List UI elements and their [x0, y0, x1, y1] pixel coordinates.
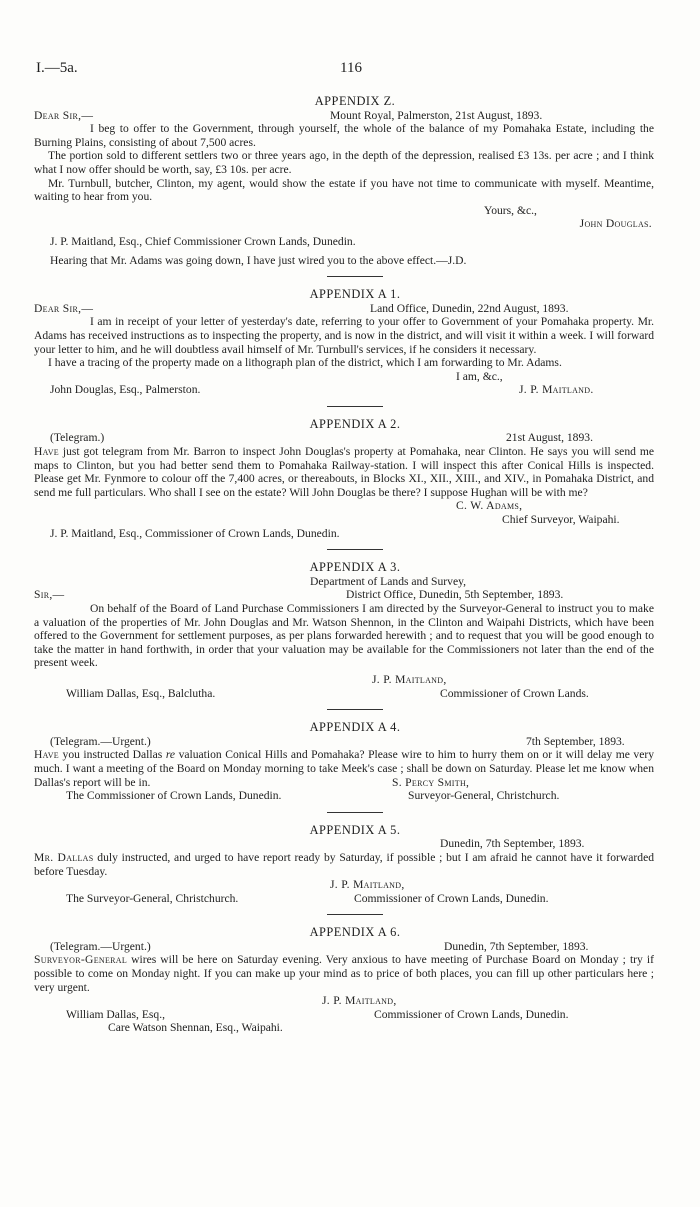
closing-row — [56, 204, 654, 218]
signature: C. W. Adams, — [456, 499, 523, 513]
postscript: Hearing that Mr. Adams was going down, I have just wired you to the above effect.—J.D. — [50, 253, 467, 267]
page-header — [36, 62, 664, 80]
dateline: District Office, Dunedin, 5th September, 1893. — [346, 588, 564, 602]
addressee: J. P. Maitland, Esq., Chief Commissioner Crown Lands, Dunedin. — [50, 234, 356, 248]
signature-title: Commissioner of Crown Lands, Dunedin. — [374, 1007, 569, 1021]
salutation: Sir,— — [34, 588, 65, 602]
signature-row — [56, 878, 654, 892]
dateline: Mount Royal, Palmerston, 21st August, 1893. — [330, 108, 543, 122]
addressee: William Dallas, Esq., Balclutha. — [66, 686, 216, 700]
signature: J. P. Maitland, — [372, 672, 447, 686]
addressee: The Commissioner of Crown Lands, Dunedin. — [66, 789, 282, 803]
signature: J. P. Maitland, — [322, 994, 397, 1008]
telegram-head-row — [50, 939, 654, 954]
paragraph: On behalf of the Board of Land Purchase Commissioners I am directed by the Surveyor-General to instruct you to make a valuation of the properties of Mr. John Douglas and Mr. Watson Shennon, in the Clinton and Waipahi Districts, which have been offered to the Government for settlement purposes, as per plans forwarded herewith ; and to request that you will be good enough to take the matter in hand forthwith, in order that your valuation may be available for the Commissioners not later than the end of the present week. — [34, 602, 654, 670]
addressee-row — [56, 687, 654, 701]
addressee-signature-row — [50, 383, 654, 397]
office-row — [56, 575, 654, 589]
signature-title: Surveyor-General, Christchurch. — [408, 789, 560, 803]
addressee-row-2 — [56, 1021, 654, 1035]
appendix-a3 — [34, 560, 654, 700]
paragraph: The portion sold to different settlers two or three years ago, in the depth of the depression, realised £3 13s. per acre ; and I think what I now offer should be worth, say, £3 10s. per acre. — [34, 149, 654, 176]
lead-word: Have — [34, 445, 59, 459]
section-divider — [327, 276, 383, 277]
closing-row — [56, 370, 654, 384]
appendix-title: APPENDIX A 4. — [309, 720, 401, 735]
telegram-body — [34, 445, 654, 499]
paragraph: I am in receipt of your letter of yesterday's date, referring to your offer to Government of your Pomahaka property. Mr. Adams has received instructions as to inspecting the property, and is now in the district, and will visit it within a week. I will forward your letter to him, and he will doubtless avail himself of Mr. Turnbull's services, if he considers it necessary. — [34, 315, 654, 356]
lead-word: Mr. Dallas — [34, 850, 94, 864]
letter-head-row — [34, 301, 654, 316]
telegram-date: 21st August, 1893. — [506, 431, 593, 445]
addressee: The Surveyor-General, Christchurch. — [66, 891, 239, 905]
signature-title: Commissioner of Crown Lands, Dunedin. — [354, 891, 549, 905]
closing: I am, &c., — [456, 369, 503, 383]
appendix-z — [34, 94, 654, 267]
signature: John Douglas. — [579, 217, 652, 231]
appendix-a2 — [34, 416, 654, 540]
addressee: William Dallas, Esq., — [66, 1007, 166, 1021]
appendix-a1 — [34, 287, 654, 397]
closing: Yours, &c., — [484, 203, 537, 217]
telegram-body — [34, 851, 654, 878]
section-divider — [327, 914, 383, 915]
latin-term: re — [165, 748, 176, 762]
lead-word: Surveyor-General — [34, 953, 128, 967]
signature: J. P. Maitland. — [519, 383, 594, 397]
addressee-care-of: Care Watson Shennan, Esq., Waipahi. — [108, 1021, 283, 1035]
addressee-row — [56, 789, 654, 803]
appendix-title: APPENDIX A 2. — [309, 416, 401, 431]
signature-row — [56, 673, 654, 687]
telegram-head-row — [50, 431, 654, 445]
paragraph: I have a tracing of the property made on a lithograph plan of the district, which I am forwarding to Mr. Adams. — [48, 356, 562, 370]
page-number: 116 — [340, 60, 362, 76]
signature: S. Percy Smith, — [392, 775, 470, 789]
body-text: just got telegram from Mr. Barron to inspect John Douglas's property at Pomahaka, near Clinton. He says you will send me maps to Clinton, but you had better send them to Pomahaka Railway-station. I will inspect this after Conical Hills is inspected. Please get Mr. Fynmore to colour off the 7,400 acres, or thereabouts, in Blocks XI., XII., XIII., and XIV., in Pomahaka District, and send me full particulars. Who shall I see on the estate? Will John Douglas be there? I suppose Hughan will be with me? — [34, 445, 654, 499]
salutation: Dear Sir,— — [34, 301, 94, 315]
lead-word: Have — [34, 748, 59, 762]
signature-row — [56, 776, 654, 790]
salutation: Dear Sir,— — [34, 108, 94, 122]
signature-row — [56, 499, 654, 513]
document-body — [34, 94, 655, 1035]
appendix-title: APPENDIX A 6. — [309, 925, 401, 940]
body-text: valuation Conical Hills and Pomahaka? Please wire to him to hurry them on or it will delay me very much. I want a meeting of the Board on Monday morning to take Meek's case ; shall be down on Saturday. Please let me know when Dallas's report will be in. — [34, 748, 655, 789]
section-divider — [327, 812, 383, 813]
body-text: duly instructed, and urged to have report ready by Saturday, if possible ; but I am afraid he cannot have it forwarded before Tuesday. — [34, 850, 655, 878]
paper-reference: I.—5a. — [36, 60, 78, 76]
addressee-row — [56, 1008, 654, 1022]
letter-head-row — [34, 588, 654, 602]
addressee: J. P. Maitland, Esq., Commissioner of Crown Lands, Dunedin. — [50, 526, 340, 540]
signature: J. P. Maitland, — [330, 878, 405, 892]
signature-title: Commissioner of Crown Lands. — [440, 686, 589, 700]
telegram-type: (Telegram.—Urgent.) — [50, 939, 151, 953]
telegram-type: (Telegram.—Urgent.) — [50, 734, 151, 748]
telegram-head-row — [50, 734, 654, 749]
appendix-a6 — [34, 925, 654, 1035]
dateline-row — [56, 837, 654, 851]
telegram-date: Dunedin, 7th September, 1893. — [444, 939, 589, 953]
dateline: Land Office, Dunedin, 22nd August, 1893. — [370, 301, 569, 315]
signature-row — [56, 217, 654, 231]
appendix-title: APPENDIX Z. — [314, 94, 396, 108]
telegram-date: 7th September, 1893. — [526, 734, 625, 748]
appendix-title: APPENDIX A 5. — [309, 822, 401, 837]
section-divider — [327, 549, 383, 550]
appendix-a4 — [34, 720, 655, 803]
body-text: you instructed Dallas — [62, 748, 163, 762]
signature-title: Chief Surveyor, Waipahi. — [502, 513, 620, 527]
section-divider — [327, 406, 383, 407]
telegram-body — [34, 953, 654, 994]
paragraph: Mr. Turnbull, butcher, Clinton, my agent, would show the estate if you have not time to communicate with myself. Meantime, waiting to hear from you. — [34, 176, 654, 204]
office-line: Department of Lands and Survey, — [310, 574, 467, 588]
telegram-type: (Telegram.) — [50, 431, 105, 445]
letter-head-row — [34, 108, 654, 123]
appendix-title: APPENDIX A 1. — [309, 287, 401, 302]
body-text: wires will be here on Saturday evening. Very anxious to have meeting of Purchase Board on Monday ; try if possible to come on Monday night. If you can make up your mind as to price of both places, you can fill up other particulars here ; very urgent. — [34, 953, 654, 994]
appendix-a5 — [34, 822, 655, 906]
signature-row — [56, 994, 654, 1008]
addressee-row — [56, 892, 654, 906]
dateline: Dunedin, 7th September, 1893. — [440, 837, 585, 851]
paragraph: I beg to offer to the Government, through yourself, the whole of the balance of my Pomahaka Estate, including the Burning Plains, consisting of about 7,500 acres. — [34, 122, 654, 149]
appendix-title: APPENDIX A 3. — [309, 560, 401, 575]
section-divider — [327, 709, 383, 710]
signature-title-row — [56, 513, 654, 527]
addressee: John Douglas, Esq., Palmerston. — [50, 383, 201, 397]
